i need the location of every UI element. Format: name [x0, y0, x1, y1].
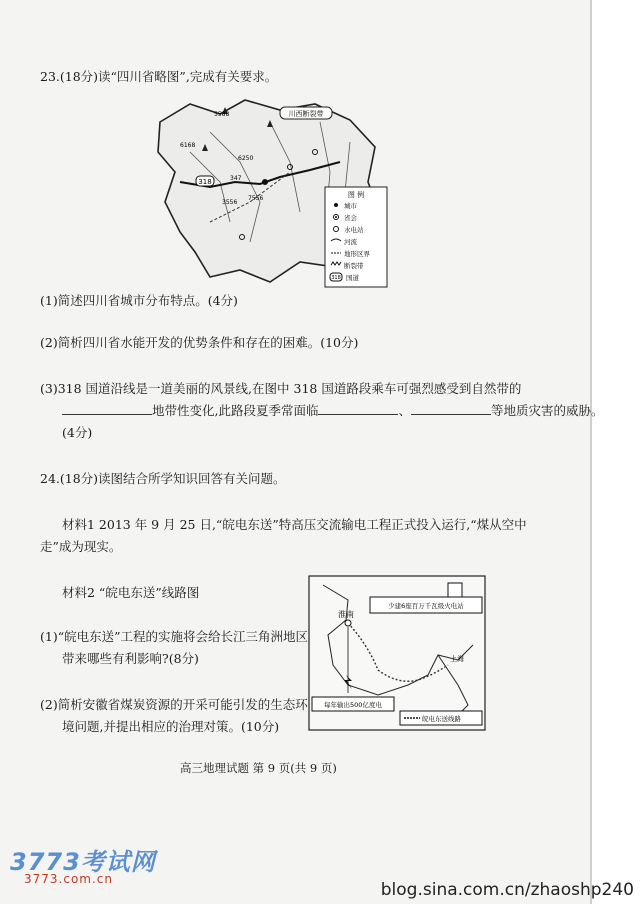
- answer-blank-1[interactable]: [62, 402, 152, 415]
- q23-part2: (2)简析四川省水能开发的优势条件和存在的困难。(10分): [40, 335, 359, 350]
- fault-label: 川西断裂带: [288, 110, 324, 118]
- q23-part3-mid: 地带性变化,此路段夏季常面临: [152, 403, 319, 418]
- sichuan-map: [150, 92, 390, 292]
- legend-road: 国道: [346, 274, 359, 282]
- legend-terrain: 地形区界: [344, 250, 370, 258]
- city-huainan: 淮南: [338, 610, 354, 619]
- city-shanghai: 上海: [450, 655, 464, 663]
- legend-city: 城市: [344, 202, 357, 210]
- q23-part3-end: 等地质灾害的威胁。: [491, 403, 604, 418]
- answer-blank-3[interactable]: [411, 402, 491, 415]
- power-line-map: [308, 575, 486, 731]
- q23-part3-line1: (3)318 国道沿线是一道美丽的风景线,在图中 318 国道路段乘车可强烈感受到自然带的: [40, 381, 522, 396]
- q23-part3-line2: [62, 402, 604, 420]
- legend-power-line: 皖电东送线路: [422, 715, 461, 723]
- answer-blank-2[interactable]: [318, 402, 398, 415]
- elev-1: 5588: [214, 111, 230, 118]
- box-output: 每年输出500亿度电: [324, 701, 382, 709]
- watermark-domain: 3773.com.cn: [24, 872, 113, 886]
- legend-hydro: 水电站: [344, 226, 364, 234]
- material1-line2: 走”成为现实。: [40, 539, 122, 554]
- q24-part1-line2: 带来哪些有利影响?(8分): [62, 651, 199, 666]
- legend-fault: 断裂带: [344, 262, 364, 270]
- elev-5: 3556: [222, 199, 238, 206]
- material2-title: 材料2 “皖电东送”线路图: [62, 585, 200, 600]
- elev-2: 6168: [180, 142, 196, 149]
- legend-capital: 省会: [344, 214, 357, 222]
- watermark-site-logo: 3773考试网: [10, 848, 156, 876]
- elev-3: 6250: [238, 155, 254, 162]
- q23-part3-sep: 、: [398, 403, 411, 418]
- legend-river: 河流: [344, 238, 357, 246]
- q24-part1-line1: (1)“皖电东送”工程的实施将会给长江三角洲地区: [40, 629, 308, 644]
- page-edge: [590, 0, 592, 904]
- q23-part3-score: (4分): [62, 425, 93, 440]
- q24-part2-line2: 境问题,并提出相应的治理对策。(10分): [62, 719, 280, 734]
- elev-4: 347: [230, 175, 242, 182]
- road-318-label: 318: [198, 178, 212, 186]
- material1-line1: 材料1 2013 年 9 月 25 日,“皖电东送”特高压交流输电工程正式投入运行,“煤从空中: [62, 517, 527, 532]
- elev-6: 7556: [248, 195, 264, 202]
- box-power-plants: 少建6座百万千瓦级火电站: [388, 602, 464, 610]
- legend-title: 图 例: [347, 191, 365, 199]
- q23-part1: (1)简述四川省城市分布特点。(4分): [40, 293, 238, 308]
- q23-title: 23.(18分)读“四川省略图”,完成有关要求。: [40, 69, 278, 84]
- q24-title: 24.(18分)读图结合所学知识回答有关问题。: [40, 471, 286, 486]
- watermark-blog: blog.sina.com.cn/zhaoshp240: [380, 880, 634, 900]
- page-footer: 高三地理试题 第 9 页(共 9 页): [180, 761, 337, 775]
- legend-road-badge: 318: [331, 275, 341, 281]
- q24-part2-line1: (2)简析安徽省煤炭资源的开采可能引发的生态环: [40, 697, 308, 712]
